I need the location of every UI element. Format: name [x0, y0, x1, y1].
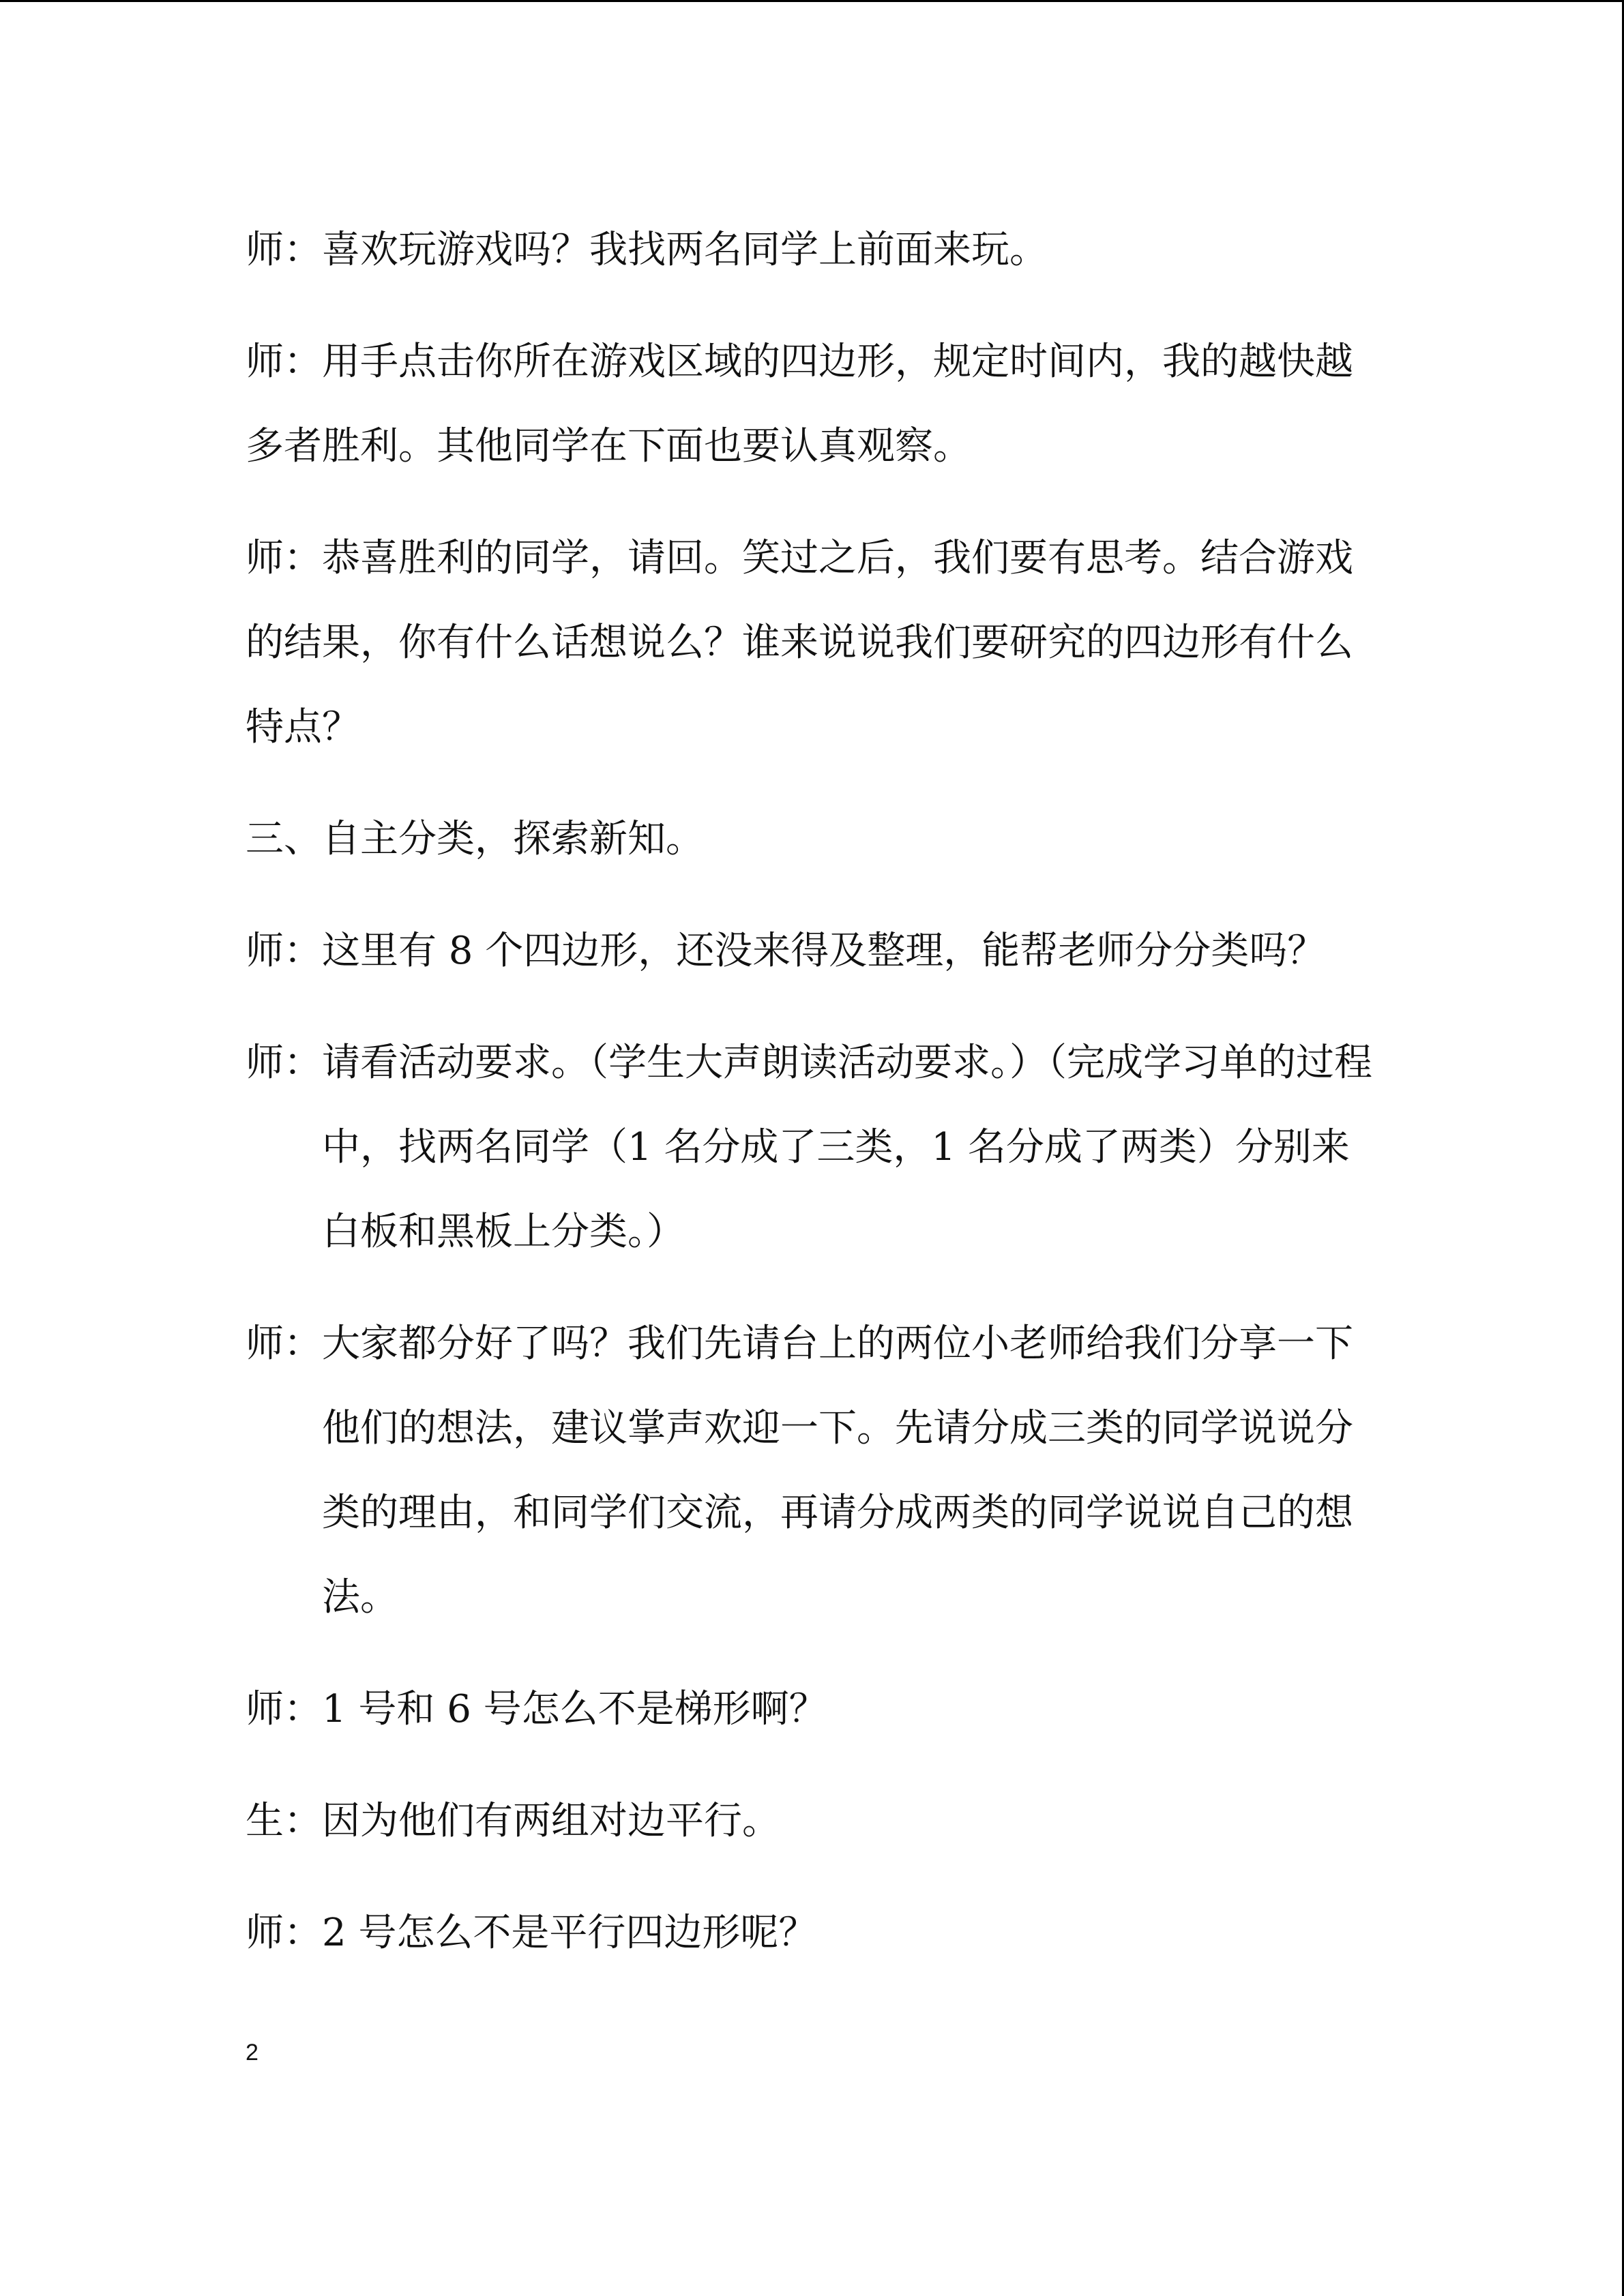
paragraph-5: 师：这里有 8 个四边形，还没来得及整理，能帮老师分分类吗？ [246, 929, 1326, 973]
paragraph-7: 师：大家都分好了吗？我们先请台上的两位小老师给我们分享一下他们的想法，建议掌声欢迎一下。先请分成三类的同学说说分类的理由，和同学们交流，再请分成两类的同学说说自己的想法。 [246, 1322, 1353, 1620]
paragraph-9: 生：因为他们有两组对边平行。 [246, 1799, 780, 1843]
page-number: 2 [246, 2040, 259, 2066]
paragraph-8: 师：1 号和 6 号怎么不是梯形啊？ [246, 1687, 827, 1731]
paragraph-10: 师：2 号怎么不是平行四边形呢？ [246, 1911, 817, 1955]
section-heading: 三、自主分类，探索新知。 [246, 817, 704, 861]
paragraph-6: 师：请看活动要求。（学生大声朗读活动要求。）（完成学习单的过程中，找两名同学（1 名分成了三类，1 名分成了两类）分别来白板和黑板上分类。） [246, 1041, 1372, 1254]
paragraph-2: 师：用手点击你所在游戏区域的四边形，规定时间内，我的越快越多者胜利。其他同学在下面也要认真观察。 [246, 340, 1353, 468]
paragraph-1: 师：喜欢玩游戏吗？我找两名同学上前面来玩。 [246, 228, 1048, 272]
paragraph-3: 师：恭喜胜利的同学，请回。笑过之后，我们要有思考。结合游戏的结果，你有什么话想说么？谁来说说我们要研究的四边形有什么特点？ [246, 536, 1353, 749]
page-top-border [0, 0, 1624, 2]
document-body [246, 208, 1378, 2003]
